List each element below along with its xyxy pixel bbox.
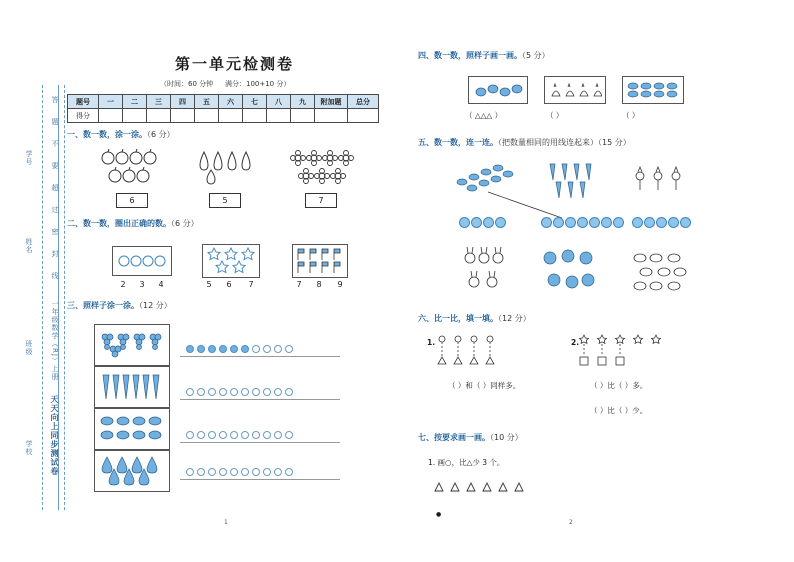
dot-empty[interactable]	[274, 345, 282, 353]
circle	[613, 217, 624, 228]
dot-filled[interactable]	[219, 345, 227, 353]
th-total: 总分	[348, 95, 379, 109]
th-item: 题号	[68, 95, 99, 109]
th-bonus: 附加题	[315, 95, 348, 109]
label-school: 学校	[25, 440, 33, 456]
circle	[495, 217, 506, 228]
section-1-title	[67, 129, 175, 140]
dot-empty[interactable]	[252, 468, 260, 476]
answer-box-pears: 5	[209, 193, 241, 208]
section-6-title	[418, 313, 531, 324]
th-3: 三	[147, 95, 171, 109]
dot-empty[interactable]	[263, 431, 271, 439]
dot-empty[interactable]	[274, 468, 282, 476]
strip-series-text: 天天向上同步测试卷	[50, 395, 59, 476]
dot-empty[interactable]	[285, 388, 293, 396]
option-num[interactable]: 7	[296, 280, 302, 289]
score-cell[interactable]	[171, 109, 195, 123]
strip-char: 线	[51, 272, 59, 280]
section-5-points: （15 分）	[598, 138, 631, 147]
dot-empty[interactable]	[219, 388, 227, 396]
dot-empty[interactable]	[208, 431, 216, 439]
option-num[interactable]: 3	[139, 280, 145, 289]
pears-blue-illustration	[99, 455, 165, 487]
section-5-title	[418, 137, 631, 148]
section-4-title	[418, 50, 550, 61]
section-7-title	[418, 432, 523, 443]
dot-empty[interactable]	[241, 388, 249, 396]
q1-label: 1.	[427, 338, 436, 347]
dot-empty[interactable]	[252, 388, 260, 396]
birds-illustration	[473, 80, 523, 100]
option-num[interactable]: 2	[120, 280, 126, 289]
fish-row-illustration	[626, 80, 680, 100]
carrots-box	[94, 366, 170, 408]
th-4: 四	[171, 95, 195, 109]
binding-line-dashed	[42, 85, 43, 510]
q2-answer-more[interactable]: （ ）比（ ）多。	[590, 381, 648, 390]
grapes-box	[94, 324, 170, 366]
circle	[459, 217, 470, 228]
q2-answer-less[interactable]: （ ）比（ ）少。	[590, 406, 648, 415]
option-num[interactable]: 4	[158, 280, 164, 289]
dot-filled[interactable]	[197, 345, 205, 353]
divider-line	[180, 356, 340, 357]
score-cell[interactable]	[195, 109, 219, 123]
circle	[680, 217, 691, 228]
dot-empty[interactable]	[252, 345, 260, 353]
dot-empty[interactable]	[263, 468, 271, 476]
dot-empty[interactable]	[285, 468, 293, 476]
dots-row-1	[186, 345, 293, 353]
sea-creatures-illustration	[632, 250, 688, 294]
circle	[577, 217, 588, 228]
dots-row-2	[186, 388, 293, 396]
score-table-header-row	[68, 95, 379, 109]
circle	[471, 217, 482, 228]
circle	[644, 217, 655, 228]
circle-group-2[interactable]	[541, 217, 624, 228]
section-7-points: （10 分）	[490, 433, 523, 442]
answer-fish[interactable]: （ ）	[622, 111, 640, 120]
score-info: 满分：100+10 分）	[225, 80, 291, 88]
cats-illustration	[548, 80, 602, 100]
score-cell[interactable]	[243, 109, 267, 123]
dot-empty[interactable]	[219, 431, 227, 439]
circle	[668, 217, 679, 228]
answer-box-apples: 6	[116, 193, 148, 208]
radish-illustration	[632, 164, 686, 196]
page-title: 第一单元检测卷	[175, 55, 295, 73]
strip-char: 过	[51, 206, 59, 214]
circles-illustration	[117, 254, 167, 268]
section-4-points: （5 分）	[522, 51, 550, 60]
dots-row-4	[186, 468, 293, 476]
option-num[interactable]: 7	[248, 280, 254, 289]
dot-empty[interactable]	[230, 468, 238, 476]
binding-line-inner	[64, 85, 65, 510]
stars-box	[202, 244, 260, 278]
time-info: （时间：60 分钟	[160, 80, 214, 88]
strip-char: 题	[51, 118, 59, 126]
th-5: 五	[195, 95, 219, 109]
answer-birds[interactable]: （ △△△ ）	[465, 111, 503, 120]
strip-char: 封	[51, 250, 59, 258]
score-table-score-row	[68, 109, 379, 123]
circle	[632, 217, 643, 228]
score-table	[67, 94, 379, 123]
dot-empty[interactable]	[208, 468, 216, 476]
th-7: 七	[243, 95, 267, 109]
page-number-1: 1	[224, 519, 228, 526]
monkeys-illustration	[540, 246, 596, 294]
option-num[interactable]: 5	[206, 280, 212, 289]
circle	[483, 217, 494, 228]
strip-char: 答	[51, 96, 59, 104]
dot-empty[interactable]	[285, 345, 293, 353]
th-8: 八	[267, 95, 291, 109]
circle-group-1[interactable]	[459, 217, 506, 228]
th-2: 二	[123, 95, 147, 109]
score-cell[interactable]	[99, 109, 123, 123]
flowers-illustration	[290, 148, 354, 186]
dot-empty[interactable]	[274, 388, 282, 396]
section-1-points: （6 分）	[147, 130, 175, 139]
score-row-label: 得分	[68, 109, 99, 123]
section-3-title	[67, 300, 172, 311]
dot-empty[interactable]	[241, 468, 249, 476]
th-1: 一	[99, 95, 123, 109]
th-9: 九	[291, 95, 315, 109]
pears-illustration	[196, 148, 256, 186]
score-cell[interactable]	[291, 109, 315, 123]
fish-row-box	[622, 76, 684, 104]
label-name: 姓名	[25, 238, 33, 254]
q2-matching-figure	[578, 334, 668, 368]
dots-row-3	[186, 431, 293, 439]
score-cell[interactable]	[147, 109, 171, 123]
circles-box	[112, 246, 172, 276]
dot-empty[interactable]	[274, 431, 282, 439]
stars-illustration	[206, 247, 256, 275]
dot-empty[interactable]	[285, 431, 293, 439]
s7-q1-text: 1. 画○，比△少 3 个。	[428, 458, 505, 467]
page-number-2: 2	[569, 519, 573, 526]
answer-cats[interactable]: （ ）	[546, 111, 564, 120]
dot-empty[interactable]	[186, 468, 194, 476]
section-3-title-text: 三、照样子涂一涂。	[67, 301, 139, 310]
divider-line	[180, 399, 340, 400]
dot-filled[interactable]	[230, 345, 238, 353]
strip-char: 不	[51, 140, 59, 148]
section-4-title-text: 四、数一数，照样子画一画。	[418, 51, 522, 60]
th-6: 六	[219, 95, 243, 109]
dot-empty[interactable]	[186, 431, 194, 439]
dot-empty[interactable]	[208, 388, 216, 396]
score-cell[interactable]	[267, 109, 291, 123]
triangles-row	[434, 481, 524, 493]
section-5-title-text: 五、数一数，连一连。	[418, 138, 498, 147]
page-corner-mark: ●	[436, 511, 442, 518]
carrots-illustration	[99, 371, 165, 403]
circle	[565, 217, 576, 228]
section-2-title-text: 二、数一数，圈出正确的数。	[67, 219, 171, 228]
birds-box	[468, 76, 528, 104]
section-6-title-text: 六、比一比，填一填。	[418, 314, 498, 323]
fish-box	[94, 408, 170, 450]
divider-line	[180, 479, 340, 480]
dot-empty[interactable]	[230, 431, 238, 439]
dot-empty[interactable]	[197, 431, 205, 439]
fish-illustration	[99, 413, 165, 445]
dot-empty[interactable]	[241, 431, 249, 439]
option-num[interactable]: 9	[337, 280, 343, 289]
circle	[541, 217, 552, 228]
strip-char: 要	[51, 162, 59, 170]
q1-answer-line[interactable]: （ ）和（ ）同样多。	[448, 381, 521, 390]
section-6-points: （12 分）	[498, 314, 531, 323]
cats-box	[544, 76, 606, 104]
option-num[interactable]: 6	[226, 280, 232, 289]
dot-filled[interactable]	[208, 345, 216, 353]
q2-label: 2.	[571, 338, 580, 347]
dot-filled[interactable]	[186, 345, 194, 353]
apples-illustration	[100, 148, 164, 186]
candies-illustration	[452, 162, 522, 192]
dot-empty[interactable]	[230, 388, 238, 396]
section-7-title-text: 七、按要求画一画。	[418, 433, 490, 442]
score-cell[interactable]	[348, 109, 379, 123]
strip-char: 超	[51, 184, 59, 192]
section-2-points: （6 分）	[171, 219, 199, 228]
circle	[601, 217, 612, 228]
label-class: 班级	[25, 340, 33, 356]
dot-empty[interactable]	[263, 388, 271, 396]
rabbits-illustration	[462, 246, 508, 294]
dot-empty[interactable]	[263, 345, 271, 353]
strip-grade-text: 一年级数学（RJ）上册	[51, 300, 59, 381]
score-cell[interactable]	[219, 109, 243, 123]
score-cell[interactable]	[315, 109, 348, 123]
strip-char: 密	[51, 228, 59, 236]
dot-empty[interactable]	[219, 468, 227, 476]
section-2-title	[67, 218, 199, 229]
pears-box	[94, 450, 170, 492]
connect-line	[486, 190, 566, 220]
dot-empty[interactable]	[252, 431, 260, 439]
answer-box-flowers: 7	[305, 193, 337, 208]
score-cell[interactable]	[123, 109, 147, 123]
dot-empty[interactable]	[197, 468, 205, 476]
flags-box	[292, 244, 348, 278]
circle	[589, 217, 600, 228]
section-1-title-text: 一、数一数，涂一涂。	[67, 130, 147, 139]
divider-line	[180, 442, 340, 443]
label-student-id: 学号	[25, 150, 33, 166]
option-num[interactable]: 8	[316, 280, 322, 289]
circle	[553, 217, 564, 228]
circle-group-3[interactable]	[632, 217, 691, 228]
circle	[656, 217, 667, 228]
section-5-hint: （把数量相同的用线连起来）	[498, 138, 598, 147]
section-3-points: （12 分）	[139, 301, 172, 310]
grapes-illustration	[99, 329, 165, 361]
flags-illustration	[295, 247, 345, 275]
dot-empty[interactable]	[186, 388, 194, 396]
dot-empty[interactable]	[197, 388, 205, 396]
dot-filled[interactable]	[241, 345, 249, 353]
q1-matching-figure	[436, 334, 506, 368]
